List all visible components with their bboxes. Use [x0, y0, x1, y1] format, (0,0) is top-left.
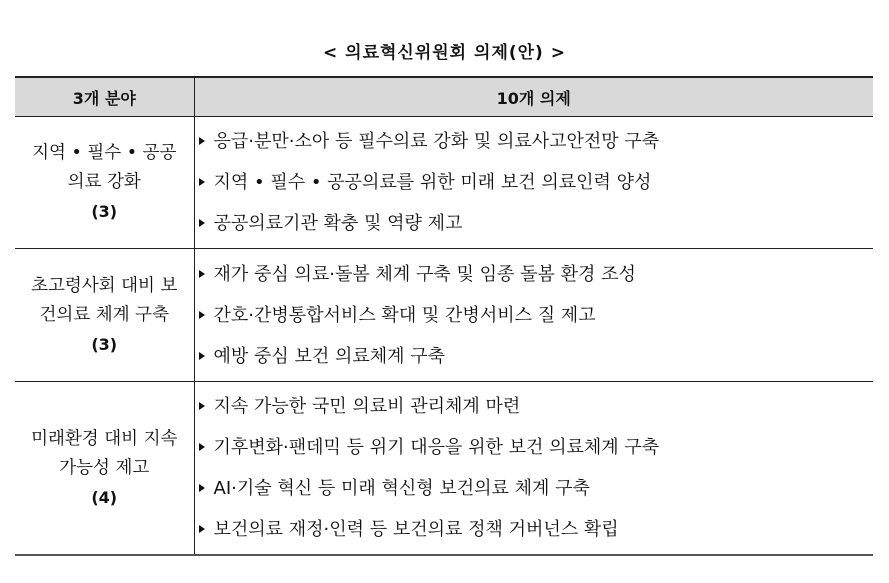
- list-item: [199, 386, 874, 427]
- agenda-list: [199, 117, 874, 248]
- agenda-text: 예방 중심 보건 의료체계 구축: [213, 345, 446, 367]
- agenda-text: 간호·간병통합서비스 확대 및 간병서비스 질 제고: [213, 304, 596, 326]
- agenda-cell: [194, 382, 873, 556]
- category-label: 가능성 제고: [59, 457, 150, 478]
- table-header-row: [15, 77, 873, 117]
- triangle-bullet-icon: [199, 443, 205, 451]
- triangle-bullet-icon: [199, 402, 205, 410]
- agenda-text: 공공의료기관 확충 및 역량 제고: [213, 213, 463, 234]
- agenda-text: 지속 가능한 국민 의료비 관리체계 마련: [213, 396, 521, 417]
- list-item: [199, 254, 874, 295]
- agenda-text: 응급·분만·소아 등 필수의료 강화 및 의료사고안전망 구축: [213, 131, 660, 152]
- agenda-text: 기후변화·팬데믹 등 위기 대응을 위한 보건 의료체계 구축: [213, 437, 660, 458]
- category-label: 건의료 체계 구축: [39, 304, 169, 325]
- triangle-bullet-icon: [199, 484, 205, 492]
- agenda-cell: [194, 249, 873, 382]
- agenda-cell: [194, 117, 873, 249]
- list-item: [199, 336, 874, 377]
- list-item: [199, 295, 874, 336]
- list-item: [199, 427, 874, 468]
- agenda-text: AI·기술 혁신 등 미래 혁신형 보건의료 체계 구축: [213, 478, 590, 499]
- agenda-text: 보건의료 재정·인력 등 보건의료 정책 거버넌스 확립: [213, 519, 619, 540]
- triangle-bullet-icon: [199, 525, 205, 533]
- triangle-bullet-icon: [199, 311, 205, 319]
- table-row: [15, 117, 873, 249]
- triangle-bullet-icon: [199, 178, 205, 186]
- category-count: (3): [91, 334, 118, 354]
- table-row: [15, 382, 873, 556]
- table-row: [15, 249, 873, 382]
- page-title: < 의료혁신위원회 의제(안) >: [322, 43, 566, 63]
- category-cell: [15, 249, 194, 382]
- list-item: [199, 468, 874, 509]
- agenda-text: 재가 중심 의료·돌봄 체계 구축 및 임종 돌봄 환경 조성: [213, 263, 636, 285]
- list-item: [199, 121, 874, 162]
- agenda-table: [15, 76, 873, 556]
- header-categories: 3개 분야: [15, 77, 194, 117]
- category-count: (3): [91, 202, 118, 221]
- triangle-bullet-icon: [199, 270, 205, 278]
- triangle-bullet-icon: [199, 137, 205, 145]
- triangle-bullet-icon: [199, 219, 205, 227]
- category-cell: [15, 382, 194, 556]
- agenda-list: [199, 382, 874, 554]
- header-agendas: 10개 의제: [194, 77, 873, 117]
- category-label: 의료 강화: [67, 172, 141, 192]
- list-item: [199, 162, 874, 203]
- agenda-list: [199, 250, 874, 381]
- category-label: 미래환경 대비 지속: [31, 428, 178, 449]
- list-item: [199, 203, 874, 244]
- agenda-text: 지역 • 필수 • 공공의료를 위한 미래 보건 의료인력 양성: [213, 172, 652, 193]
- category-label: 지역 • 필수 • 공공: [32, 143, 177, 163]
- list-item: [199, 509, 874, 550]
- category-label: 초고령사회 대비 보: [31, 275, 178, 296]
- triangle-bullet-icon: [199, 352, 205, 360]
- category-count: (4): [91, 487, 118, 507]
- category-cell: [15, 117, 194, 249]
